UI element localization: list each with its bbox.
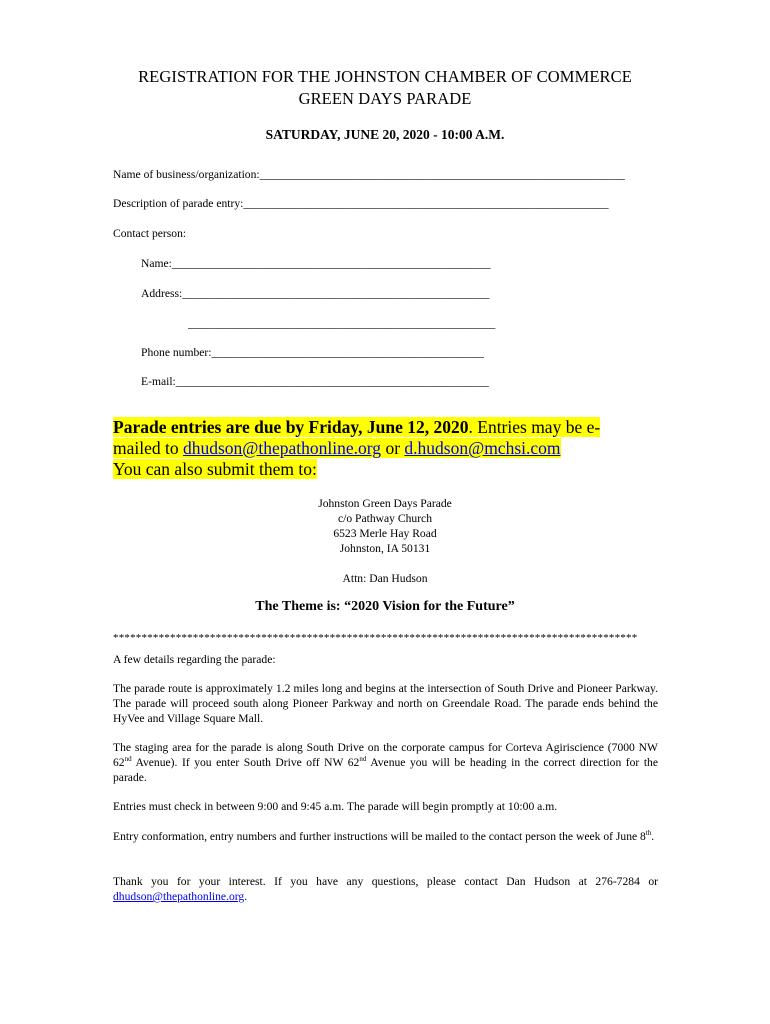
confirmation-sup: th <box>645 829 652 838</box>
checkin-paragraph: Entries must check in between 9:00 and 9:45 a.m. The parade will begin promptly at 10:00 a.m. <box>113 800 558 813</box>
confirmation-paragraph <box>113 829 658 844</box>
staging-text-1: The staging area for the parade is along South Drive on the corporate campus for Corteva Agiriscience (7000 NW 62 <box>113 741 658 769</box>
route-paragraph: The parade route is approximately 1.2 miles long and begins at the intersection of South Drive and Pioneer Parkway. The parade will proceed south along Pioneer Parkway and north on Greendale Road. The parade ends behind the HyVee and Village Square Mall. <box>113 682 658 725</box>
business-name-field: Name of business/organization:_______________________________________________________________ <box>113 168 625 181</box>
staging-text-3: Avenue you will be heading in the correct direction for the parade. <box>113 756 658 784</box>
entry-description-field: Description of parade entry:_______________________________________________________________ <box>113 197 609 210</box>
contact-person-label: Contact person: <box>113 227 187 240</box>
due-date-notice <box>113 417 633 480</box>
contact-address-line-2: _____________________________________________________ <box>188 317 496 330</box>
contact-email-field: E-mail:______________________________________________________ <box>141 375 489 388</box>
separator-stars: ******************************************************************************************** <box>113 632 638 644</box>
email-link-2[interactable]: d.hudson@mchsi.com <box>404 438 561 458</box>
contact-phone-field: Phone number:_______________________________________________ <box>141 346 484 359</box>
thanks-email-link[interactable]: dhudson@thepathonline.org <box>113 890 245 903</box>
confirmation-text: Entry conformation, entry numbers and further instructions will be mailed to the contact person the week of June 8 <box>113 830 646 843</box>
due-period: . <box>468 417 473 437</box>
contact-address-field: Address:_____________________________________________________ <box>141 287 490 300</box>
due-date-bold: Parade entries are due by Friday, June 12, 2020 <box>113 417 469 437</box>
contact-name-field: Name:_______________________________________________________ <box>141 257 491 270</box>
thanks-paragraph <box>113 874 658 904</box>
staging-sup-1: nd <box>124 755 132 764</box>
address-line-1: Johnston Green Days Parade <box>318 497 452 510</box>
submit-text: You can also submit them to: <box>113 459 317 479</box>
event-date: SATURDAY, JUNE 20, 2020 - 10:00 A.M. <box>265 127 505 142</box>
parade-theme: The Theme is: “2020 Vision for the Future” <box>255 599 515 614</box>
email-link-1[interactable]: dhudson@thepathonline.org <box>182 438 382 458</box>
address-attn: Attn: Dan Hudson <box>342 572 428 585</box>
due-or: or <box>381 438 405 458</box>
details-intro: A few details regarding the parade: <box>113 653 276 666</box>
address-line-4: Johnston, IA 50131 <box>339 542 431 555</box>
thanks-text: Thank you for your interest. If you have any questions, please contact Dan Hudson at 276-7284 or <box>113 875 658 888</box>
address-line-2: c/o Pathway Church <box>337 512 433 525</box>
due-text: Entries may be e-mailed to <box>113 417 601 458</box>
address-line-3: 6523 Merle Hay Road <box>333 527 437 540</box>
staging-sup-2: nd <box>359 755 367 764</box>
title-line-2: GREEN DAYS PARADE <box>298 89 472 108</box>
staging-paragraph <box>113 740 658 785</box>
confirmation-end: . <box>651 830 655 843</box>
title-line-1: REGISTRATION FOR THE JOHNSTON CHAMBER OF COMMERCE <box>138 67 632 86</box>
staging-text-2: Avenue). If you enter South Drive off NW 62 <box>131 756 360 769</box>
thanks-end: . <box>244 890 248 903</box>
